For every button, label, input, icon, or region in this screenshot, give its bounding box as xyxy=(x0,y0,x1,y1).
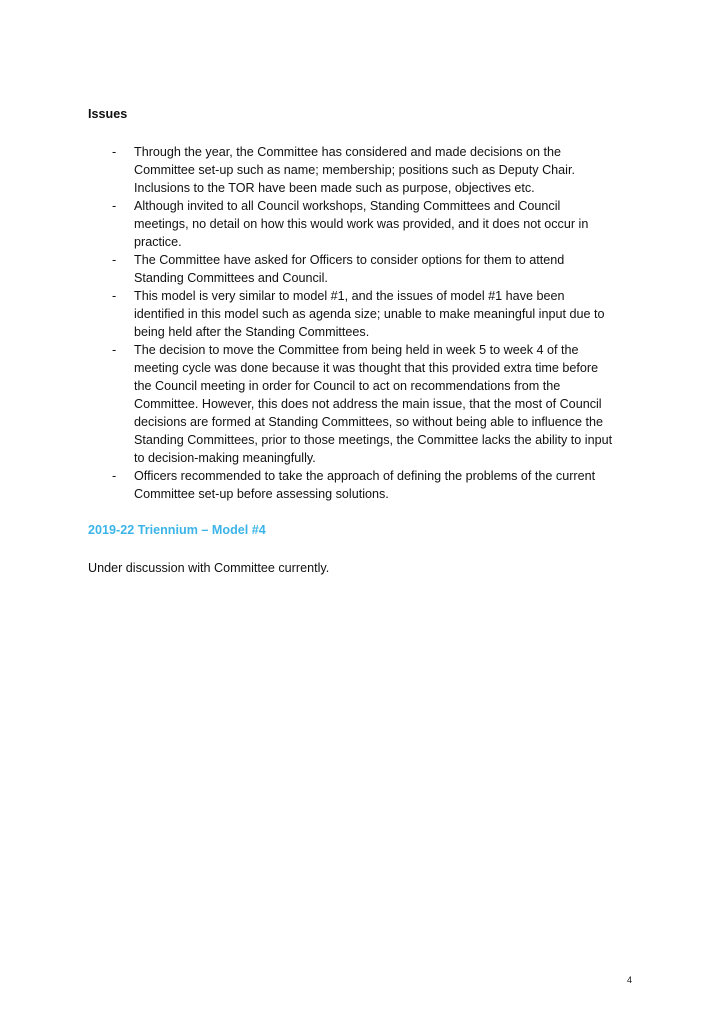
list-item xyxy=(110,143,670,197)
list-item-line: being held after the Standing Committees. xyxy=(134,325,370,339)
list-item-line: meetings, no detail on how this would work was provided, and it does not occur in xyxy=(134,217,589,231)
list-item xyxy=(110,467,670,503)
bullet-dash: - xyxy=(112,289,117,303)
list-item-line: Committee set-up before assessing solutions. xyxy=(134,487,389,501)
list-item-line: The decision to move the Committee from being held in week 5 to week 4 of the xyxy=(134,343,579,357)
bullet-dash: - xyxy=(112,145,117,159)
list-item-line: Officers recommended to take the approach of defining the problems of the current xyxy=(134,469,596,483)
list-item-line: decisions are formed at Standing Committees, so without being able to influence the xyxy=(134,415,604,429)
issues-heading: Issues xyxy=(88,107,128,121)
list-item-line: meeting cycle was done because it was thought that this provided extra time before xyxy=(134,361,599,375)
list-item-line: Committee. However, this does not address the main issue, that the most of Council xyxy=(134,397,602,411)
list-item xyxy=(110,197,670,251)
list-item-line: Committee set-up such as name; membership; positions such as Deputy Chair. xyxy=(134,163,575,177)
list-item xyxy=(110,287,670,341)
list-item-line: Standing Committees and Council. xyxy=(134,271,328,285)
bullet-dash: - xyxy=(112,199,117,213)
bullet-dash: - xyxy=(112,343,117,357)
issues-list xyxy=(110,143,670,503)
list-item-line: Inclusions to the TOR have been made such as purpose, objectives etc. xyxy=(134,181,535,195)
list-item-line: Standing Committees, prior to those meetings, the Committee lacks the ability to input xyxy=(134,433,613,447)
list-item-line: This model is very similar to model #1, and the issues of model #1 have been xyxy=(134,289,565,303)
model-4-text: Under discussion with Committee currently. xyxy=(88,561,330,575)
list-item-line: Although invited to all Council workshops, Standing Committees and Council xyxy=(134,199,561,213)
bullet-dash: - xyxy=(112,469,117,483)
list-item-line: Through the year, the Committee has considered and made decisions on the xyxy=(134,145,562,159)
bullet-dash: - xyxy=(112,253,117,267)
list-item-line: the Council meeting in order for Council to act on recommendations from the xyxy=(134,379,561,393)
list-item xyxy=(110,251,670,287)
page-number: 4 xyxy=(627,975,633,985)
model-4-heading: 2019-22 Triennium – Model #4 xyxy=(88,523,266,537)
list-item xyxy=(110,341,670,467)
list-item-line: identified in this model such as agenda size; unable to make meaningful input due to xyxy=(134,307,605,321)
list-item-line: to decision-making meaningfully. xyxy=(134,451,316,465)
list-item-line: practice. xyxy=(134,235,182,249)
list-item-line: The Committee have asked for Officers to consider options for them to attend xyxy=(134,253,565,267)
